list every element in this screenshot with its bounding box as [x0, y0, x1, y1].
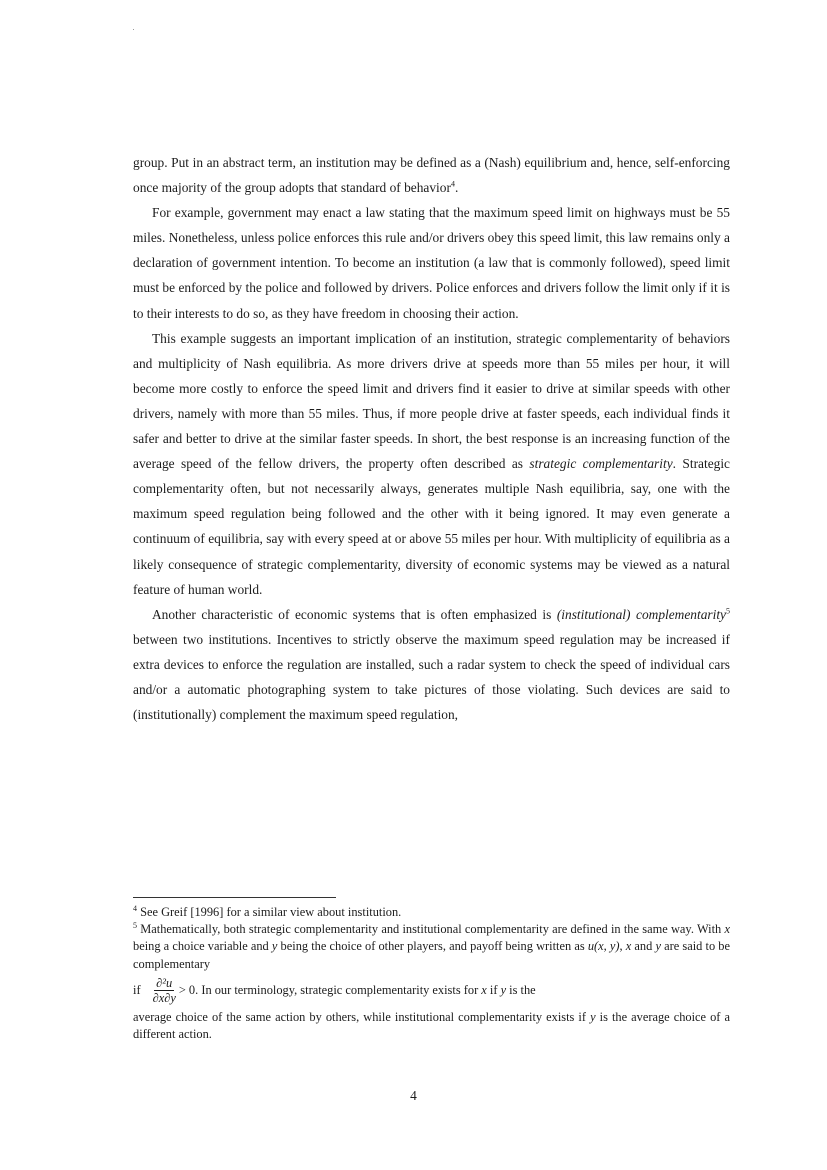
paragraph-2: For example, government may enact a law stating that the maximum speed limit on highways must be 55 miles. Nonetheless, unless police enforces this rule and/or drivers obey this speed limit, this law remains only a declaration of government intention. To become an institution (a law that is commonly followed), speed limit must be enforced by the police and followed by drivers. Police enforces and drivers follow the limit only if it is to their interests to do so, as they have freedom in choosing their action.	[133, 205, 730, 321]
paragraph-4-text-b: between two institutions. Incentives to strictly observe the maximum speed regulation may be increased if extra devices to enforce the regulation are installed, such a radar system to check the speed of individual cars and/or a automatic photographing system to take pictures of those violating. Such devices are said to (institutionally) complement the maximum speed regulation,	[133, 631, 730, 723]
formula-gt-zero: > 0.	[178, 983, 199, 998]
footnote-5-text-g: In our terminology, strategic complementarity exists for	[198, 983, 482, 998]
var-y: y	[655, 939, 661, 954]
footnote-5-text-e: and	[631, 939, 656, 954]
paragraph-3-text-a: This example suggests an important implication of an institution, strategic complementarity of behaviors and multiplicity of Nash equilibria. As more drivers drive at speeds more than 55 miles per hour, it will become more costly to enforce the speed limit and drivers find it easier to drive at similar speeds with other drivers, namely with more than 55 miles. Thus, if more people drive at faster speeds, each individual finds it safer and better to drive at the similar faster speeds. In short, the best response is an increasing function of the average speed of the fellow drivers, the property often described as	[133, 330, 730, 472]
footnote-5-text-b: being a choice variable and	[133, 939, 272, 954]
footnote-5-mark: 5	[133, 921, 137, 931]
footnote-4-text: See Greif [1996] for a similar view about institution.	[137, 905, 402, 919]
var-y: y	[271, 939, 278, 954]
footnote-5-continued	[133, 1009, 730, 1043]
paragraph-4	[133, 602, 730, 727]
paragraph-1	[133, 150, 730, 200]
footnote-5-text-f: are said to be complementary	[133, 939, 731, 971]
footnote-5-text-a: Mathematically, both strategic complementarity and institutional complementarity are defined in the same way. With	[137, 922, 725, 937]
footnote-5-text-d: ,	[619, 939, 626, 954]
footnote-5-text-h: if	[486, 983, 501, 998]
emphasis-strategic-complementarity: strategic complementarity	[529, 456, 673, 472]
paragraph-3-text-b: . Strategic complementarity often, but not necessarily always, generates multiple Nash equilibria, say, one with the maximum speed regulation being followed and the other with it being ignored. It may even generate a continuum of equilibria, say with every speed at or above 55 miles per hour. With multiplicity of equilibria as a likely consequence of strategic complementarity, diversity of economic systems may be viewed as a natural feature of human world.	[133, 456, 730, 597]
paragraph-1-text: group. Put in an abstract term, an institution may be defined as a (Nash) equilibrium and, hence, self-enforcing once majority of the group adopts that standard of behavior	[133, 155, 730, 196]
var-x: x	[724, 922, 730, 937]
footnote-ref-4: 4	[450, 179, 455, 189]
footnote-4-mark: 4	[133, 903, 137, 913]
var-y: y	[500, 983, 507, 998]
footnote-4	[133, 904, 730, 921]
emphasis-institutional-complementarity: (institutional) complementarity	[556, 606, 726, 622]
paragraph-1-end: .	[454, 180, 459, 196]
var-x: x	[481, 983, 487, 998]
footnote-5	[133, 921, 730, 973]
footnote-ref-5: 5	[726, 606, 730, 616]
page-number: 4	[410, 1088, 417, 1103]
footnote-5-text-j: average choice of the same action by others, while institutional complementarity exists if	[133, 1009, 591, 1024]
footnote-5-formula-line	[133, 973, 730, 1009]
var-x: x	[625, 939, 632, 954]
footnote-5-text-k: is the average choice of a different action.	[133, 1009, 730, 1042]
scan-speck	[133, 29, 134, 30]
footnote-rule	[133, 897, 336, 898]
footnotes	[133, 904, 730, 1043]
footnote-5-text-c: being the choice of other players, and payoff being written as	[277, 939, 588, 954]
paragraph-3	[133, 326, 730, 602]
formula-if: if	[133, 983, 141, 998]
fraction-numerator: ∂²u	[156, 976, 173, 991]
payoff-function: u(x, y)	[587, 939, 620, 954]
body-text	[133, 150, 730, 727]
footnote-5-text-i: is the	[506, 983, 536, 998]
var-y: y	[590, 1009, 596, 1024]
paragraph-4-text-a: Another characteristic of economic systems that is often emphasized is	[152, 606, 552, 622]
partial-derivative-fraction	[153, 976, 176, 1005]
fraction-denominator: ∂x∂y	[152, 991, 176, 1006]
